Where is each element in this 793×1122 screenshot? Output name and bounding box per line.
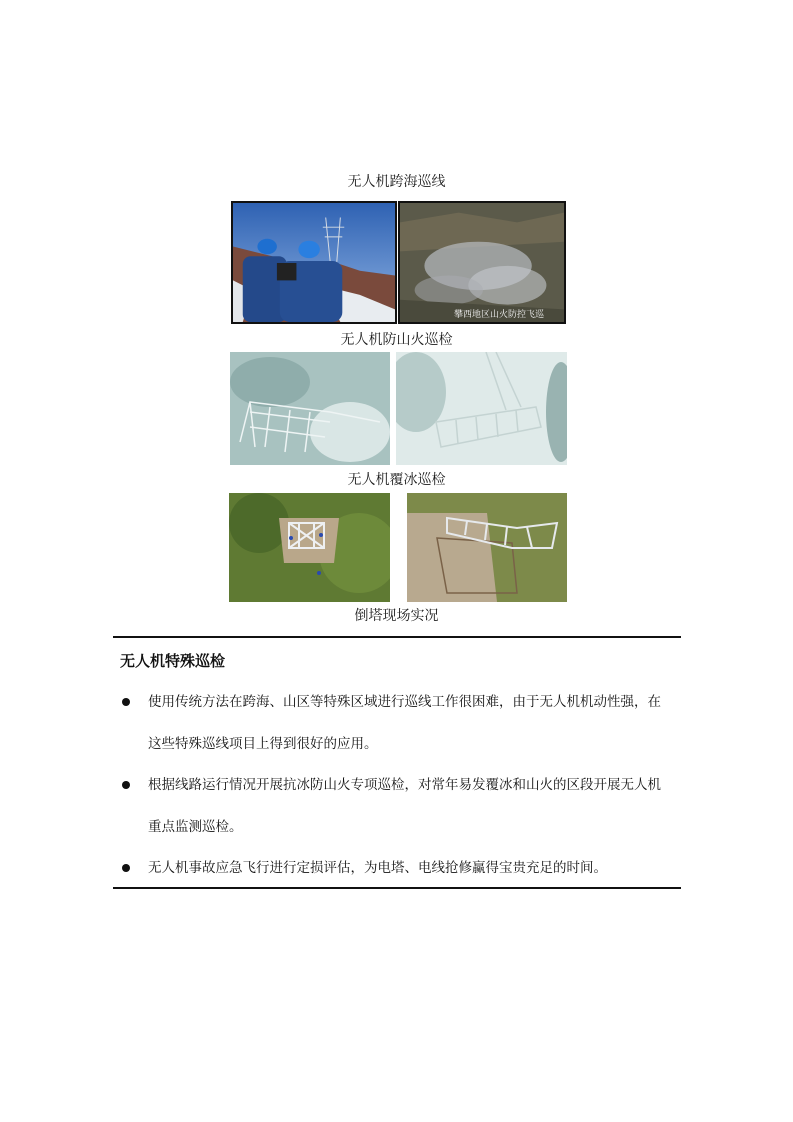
bullet-dot-icon (122, 864, 130, 872)
forest-fire-smoke-aerial-photo (398, 201, 566, 324)
photo-overlay-caption: 攀西地区山火防控飞巡 (453, 310, 544, 320)
caption-collapsed-tower-site: 倒塔现场实况 (354, 608, 439, 624)
bullet-dot-icon (122, 781, 130, 789)
collapsed-tower-site-photo-right (407, 493, 567, 602)
bullet-dot-icon (122, 698, 130, 706)
caption-fire-prevention-patrol: 无人机防山火巡检 (340, 332, 453, 348)
caption-icing-patrol: 无人机覆冰巡检 (347, 472, 446, 488)
iced-tower-aerial-photo-left (230, 352, 390, 465)
iced-tower-aerial-photo-right (396, 352, 567, 465)
bullet-text-line: 重点监测巡检。 (148, 819, 243, 835)
collapsed-tower-site-photo-left (229, 493, 390, 602)
caption-cross-sea-patrol: 无人机跨海巡线 (347, 174, 446, 190)
section-title: 无人机特殊巡检 (120, 652, 226, 670)
section-bottom-rule (113, 887, 681, 889)
bullet-text-line: 使用传统方法在跨海、山区等特殊区域进行巡线工作很困难，由于无人机机动性强，在 (148, 694, 661, 710)
bullet-text-line: 无人机事故应急飞行进行定损评估，为电塔、电线抢修赢得宝贵充足的时间。 (148, 860, 607, 876)
section-top-rule (113, 636, 681, 638)
bullet-text-line: 根据线路运行情况开展抗冰防山火专项巡检，对常年易发覆冰和山火的区段开展无人机 (148, 777, 661, 793)
workers-operating-drone-photo (231, 201, 397, 324)
bullet-text-line: 这些特殊巡线项目上得到很好的应用。 (148, 736, 378, 752)
